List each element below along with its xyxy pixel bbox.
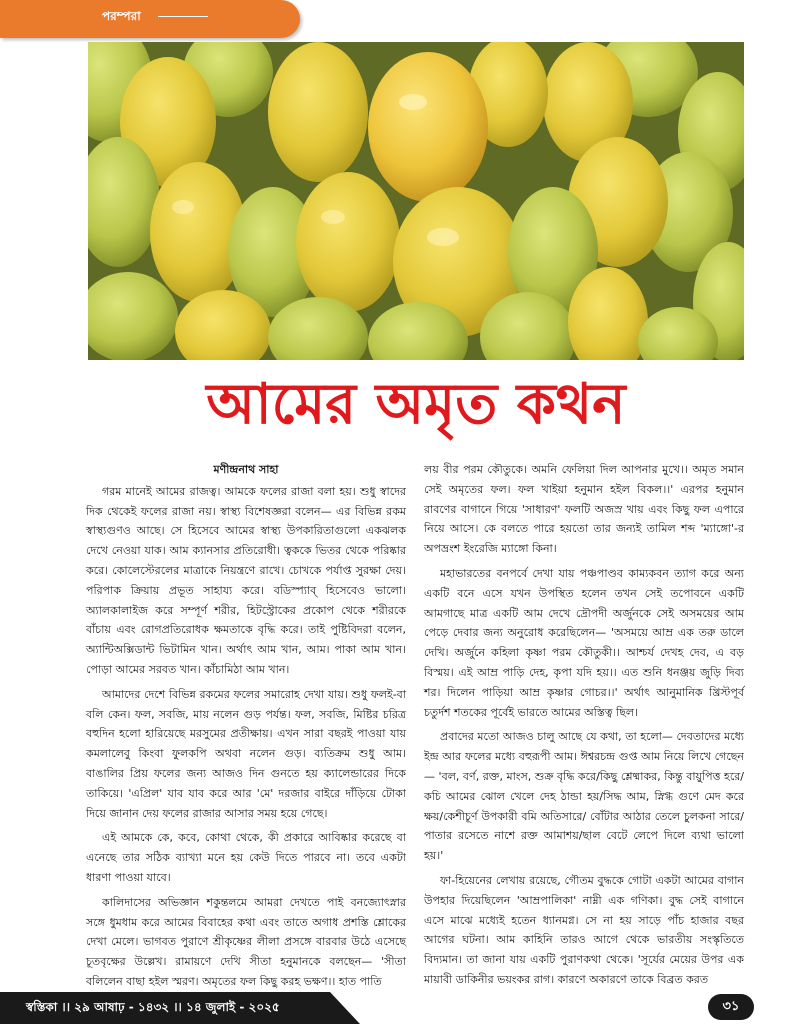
paragraph: আমাদের দেশে বিভিন্ন রকমের ফলের সমারোহ দেখা যায়। শুধু ফলই-বা বলি কেন। ফল, সবজি, মায় নলেন গুড় পর্যন্ত। ফল, সবজি, মিষ্টির চরিত্র বহুদিন হলো হারিয়েছে মরসুমের প্রতীক্ষায়। এখন সারা বছরই পাওয়া যায় কমলালেবু কিংবা ফুলকপি অথবা নলেন গুড়। ব্যতিক্রম শুধু আম। বাঙালির প্রিয় ফলের জন্য আজও দিন গুনতে হয় ক্যালেন্ডারের দিকে তাকিয়ে। 'এপ্রিল' যাব যাব করে আর 'মে' দরজার বাইরে দাঁড়িয়ে টোকা দিয়ে জানান দেয় ফলের রাজার আসার সময় হয়ে গেছে। — [86, 687, 406, 820]
section-label: পরম্পরা — [102, 9, 141, 23]
paragraph: মহাভারতের বনপর্বে দেখা যায় পঞ্চপাণ্ডব কাম্যকবন ত্যাগ করে অন্য একটি বনে এসে যখন উপস্থিত হলেন তখন সেই তপোবনে একটি আমগাছে মাত্র একটি আম দেখে দ্রৌপদী অর্জুনকে সেই অসময়ের আম পেড়ে দেবার জন্য অনুরোধ করেছিলেন— 'অসময়ে আম্র এক তরু ডালে দেখি। অর্জুনে কহিলা কৃষ্ণা পরম কৌতুকী।। আশ্চর্য দেখহ দেব, এ বড় বিস্ময়। এই আম্র পাড়ি দেহ, কৃপা যদি হয়।। এত শুনি ধনঞ্জয় জুড়ি দিব্য শর। দিলেন পাড়িয়া আম্র কৃষ্ণার গোচর।।' অর্থাৎ আনুমানিক খ্রিস্টপূর্ব চতুর্দশ শতকের পূর্বেই ভারতে আমের অস্তিত্ব ছিল। — [424, 566, 744, 719]
paragraph: লয় বীর পরম কৌতুকে। অমনি ফেলিয়া দিল আপনার মুখে।। অমৃত সমান সেই অমৃতের ফল। ফল খাইয়া হনুমান হইল বিকল।।' এরপর হনুমান রাবণের বাগানে গিয়ে 'সাধারণ' ফলটি অজস্র খায় এবং কিছু ফল এপারে নিয়ে আসে। কে বলতে পারে হয়তো তার জন্যই তামিল শব্দ 'ম্যাঙ্গো'-র অপভ্রংশ ইংরেজি ম্যাঙ্গো কিনা। — [424, 463, 744, 556]
article-title: আমের অমৃত কথন — [206, 371, 626, 437]
footer-publication: স্বস্তিকা ।। ২৯ আষাঢ় - ১৪৩২ ।। ১৪ জুলাই - ২০২৫ — [26, 1000, 280, 1014]
article-column-left — [86, 460, 406, 997]
paragraph: এই আমকে কে, কবে, কোথা থেকে, কী প্রকারে আবিষ্কার করেছে বা এনেছে তার সঠিক ব্যাখ্যা মনে হয় কেউ দিতে পারবে না। তবে একটা ধারণা পাওয়া যাবে। — [86, 831, 406, 884]
article-column-right — [424, 460, 744, 995]
page-number: ৩১ — [708, 994, 754, 1020]
section-tab — [0, 0, 300, 38]
author-name: মণীন্দ্রনাথ সাহা — [213, 463, 279, 476]
mango-photo-illustration — [88, 42, 744, 360]
paragraph: কালিদাসের অভিজ্ঞান শকুন্তলমে আমরা দেখতে পাই বনজ্যোৎস্নার সঙ্গে ধুমধাম করে আমের বিবাহের কথা এবং তাতে অগাধ প্রশস্তি শ্লোকের দেখা মেলে। ভাগবত পুরাণে শ্রীকৃষ্ণের লীলা প্রসঙ্গে বারবার উঠে এসেছে চূতবৃক্ষের উল্লেখ। রামায়ণে দেখি সীতা হনুমানকে বলছেন— 'সীতা বলিলেন বাছা হইল স্মরণ। অমৃতের ফল কিছু করহ ভক্ষণ।। হাত পাতি — [86, 895, 406, 988]
paragraph: ফা-হিয়েনের লেখায় রয়েছে, গৌতম বুদ্ধকে গোটা একটা আমের বাগান উপহার দিয়েছিলেন 'আম্রপালিকা' নাম্নী এক গণিকা। বুদ্ধ সেই বাগানে এসে মাঝে মধ্যেই হতেন ধ্যানমগ্ন। সে না হয় সাড়ে পাঁচ হাজার বছর আগের ঘটনা। আম কাহিনি তারও আগে থেকে ভারতীয় সংস্কৃতিতে বিদ্যমান। তা জানা যায় একটি পুরাণকথা থেকে। 'সূর্যের মেয়ের উপর এক মায়াবী ডাকিনীর ভয়ংকর রাগ। কারণে অকারণে তাকে বিব্রত করত — [424, 873, 744, 986]
mango-photo — [88, 42, 744, 360]
section-rule — [158, 16, 208, 17]
paragraph: গরম মানেই আমের রাজত্ব। আমকে ফলের রাজা বলা হয়। শুধু স্বাদের দিক থেকেই ফলের রাজা নয়। স্বাস্থ্য বিশেষজ্ঞরা বলেন— এর বিভিন্ন রকম স্বাস্থ্যগুণও আছে। সে হিসেবে আমের স্বাস্থ্য উপকারিতাগুলো একঝলক দেখে নেওয়া যাক। আম ক্যানসার প্রতিরোধী। ত্বককে ভিতর থেকে পরিষ্কার করে। কোলেস্টেরলের মাত্রাকে নিয়ন্ত্রণে রাখে। চোখকে পর্যাপ্ত সুরক্ষা দেয়। পরিপাক ক্রিয়ায় প্রভূত সাহায্য করে। বডিস্প্যাব্ হিসেবেও ভালো। অ্যালকালাইজ করে সম্পূর্ণ শরীর, হিটস্ট্রোকের প্রকোপ থেকে শরীরকে বাঁচায় এবং রোগপ্রতিরোধক ক্ষমতাকে বৃদ্ধি করে। তাই পুষ্টিবিদরা বলেন, অ্যান্টিঅক্সিডান্ট ভিটামিন খান। অর্থাৎ আম খান, আম। পাকা আম খান। পোড়া আমের সরবত খান। কাঁচামিঠা আম খান। — [86, 484, 406, 676]
paragraph: প্রবাদের মতো আজও চালু আছে যে কথা, তা হলো— দেবতাদের মধ্যে ইন্দ্র আর ফলের মধ্যে বহুরূপী আম। ঈশ্বরচন্দ্র গুপ্ত আম নিয়ে লিখে গেছেন— 'বল, বর্ণ, রক্ত, মাংস, শুক্র বৃদ্ধি করে/কিছু শ্লেষ্মাকর, কিন্তু বায়ুপিত্ত হরে/কচি আমের ঝোল খেলে দেহ ঠান্ডা হয়/সিদ্ধ আম, স্নিগ্ধ গুণে মেদ করে ক্ষয়/কেশীচূর্ণ উপকারী বমি অতিসারে/ বোঁটার আঠার তেলে চুলকনা সারে/পাতার রসেতে নাশে রক্ত আমাশয়/ছাল বেটে লেপে দিলে ব্যথা ভালো হয়।' — [424, 730, 744, 863]
